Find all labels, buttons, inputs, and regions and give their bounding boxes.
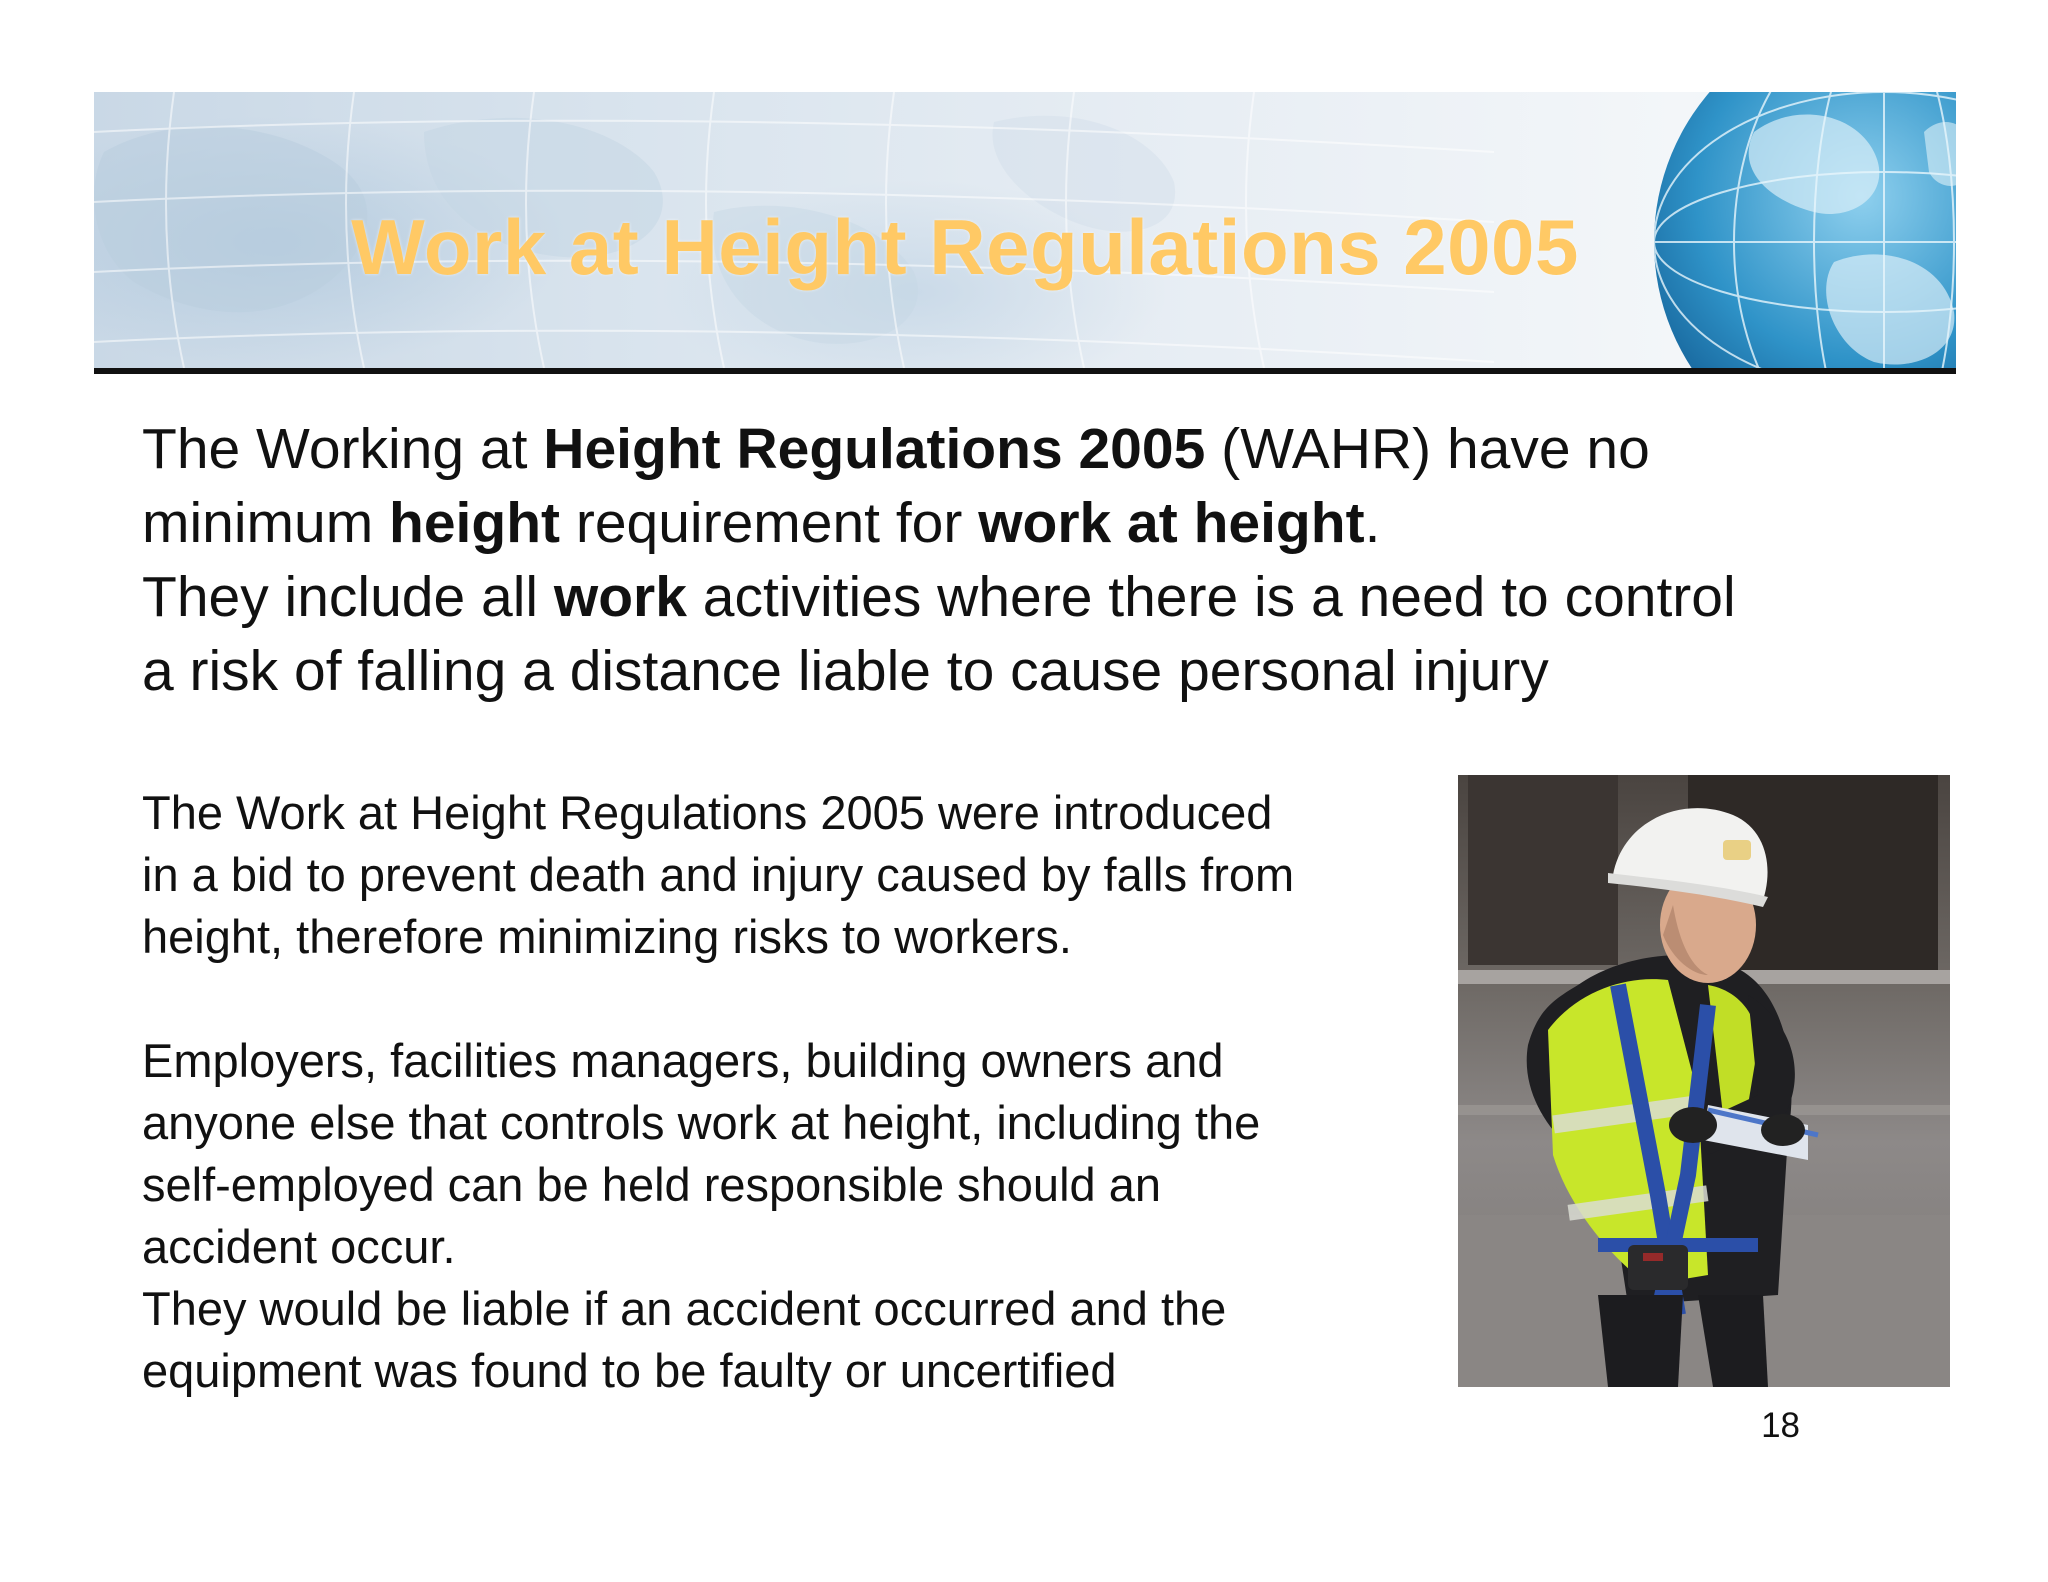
slide-title: Work at Height Regulations 2005 — [351, 203, 1579, 291]
intro-text: requirement for — [560, 491, 979, 555]
intro-text: (WAHR) have no — [1205, 417, 1650, 481]
paragraph-line: The Work at Height Regulations 2005 were introduced — [142, 786, 1273, 839]
worker-illustration — [1458, 775, 1950, 1387]
intro-text: . — [1364, 491, 1381, 555]
paragraph-line: anyone else that controls work at height, including the — [142, 1096, 1261, 1149]
worker-photo — [1458, 775, 1950, 1387]
header-banner — [94, 92, 1956, 368]
intro-paragraph — [142, 412, 1932, 708]
paragraph-line: in a bid to prevent death and injury caused by falls from — [142, 848, 1295, 901]
intro-bold-text: Height Regulations 2005 — [543, 417, 1206, 481]
purpose-paragraph — [142, 782, 1442, 968]
intro-bold-text: work at height — [978, 491, 1365, 555]
page-number: 18 — [1761, 1406, 1800, 1445]
intro-text: minimum — [142, 491, 390, 555]
paragraph-line: self-employed can be held responsible should an — [142, 1158, 1161, 1211]
intro-text: a risk of falling a distance liable to cause personal injury — [142, 639, 1549, 703]
paragraph-line: Employers, facilities managers, building owners and — [142, 1034, 1224, 1087]
intro-text: activities where there is a need to control — [686, 565, 1736, 629]
intro-text: They include all — [142, 565, 554, 629]
paragraph-line: They would be liable if an accident occurred and the — [142, 1282, 1227, 1335]
paragraph-line: height, therefore minimizing risks to workers. — [142, 910, 1072, 963]
paragraph-line: accident occur. — [142, 1220, 456, 1273]
paragraph-line: equipment was found to be faulty or uncertified — [142, 1344, 1117, 1397]
intro-bold-text: work — [553, 565, 687, 629]
intro-bold-text: height — [389, 491, 560, 555]
title-divider — [94, 368, 1956, 374]
responsibility-paragraph — [142, 1030, 1442, 1402]
intro-text: The Working at — [142, 417, 544, 481]
